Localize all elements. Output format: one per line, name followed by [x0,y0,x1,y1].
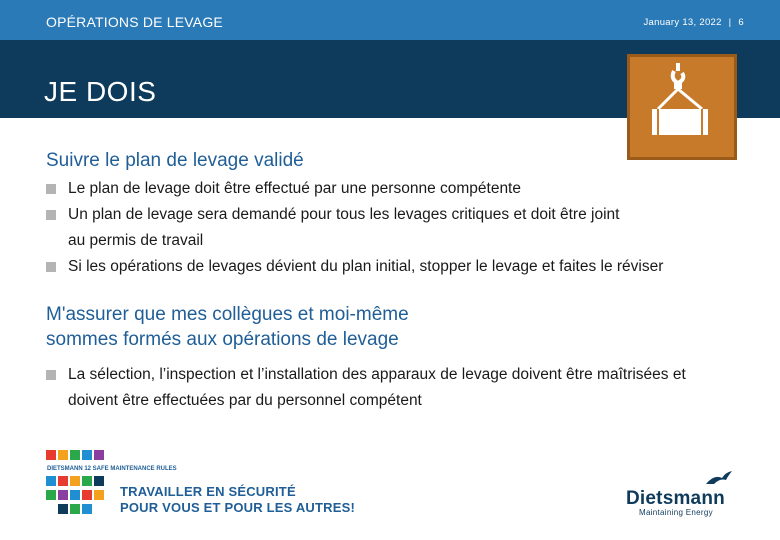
badge-text: DIETSMANN 12 SAFE MAINTENANCE RULES [47,466,177,472]
tagline-line1: TRAVAILLER EN SÉCURITÉ [120,484,296,499]
bullet-square-icon [46,262,56,272]
crane-hook-load-icon [627,54,737,160]
section-2-heading-line2: sommes formés aux opérations de levage [46,329,399,350]
slide-date: January 13, 2022 [643,17,722,28]
bullet-square-icon [46,210,56,220]
list-item-text: Un plan de levage sera demandé pour tous les levages critiques et doit être joint au permis de travail [68,206,620,249]
bird-icon [704,470,734,490]
slide-meta [644,17,745,28]
section-2-heading [46,302,409,352]
top-bar [0,0,780,40]
footer-tagline [120,484,355,516]
meta-separator: | [728,17,732,28]
bullet-square-icon [46,370,56,380]
list-item [46,176,766,202]
logo-wordmark: Dietsmann [626,488,725,509]
list-item-text: Si les opérations de levages dévient du plan initial, stopper le levage et faites le réviser [68,258,664,275]
company-logo [626,470,736,520]
logo-subtitle: Maintaining Energy [639,508,713,517]
list-item [46,254,766,280]
page-number: 6 [738,17,744,28]
page-title: JE DOIS [44,76,157,107]
section-2-list [46,362,686,414]
section-2-heading-line1: M'assurer que mes collègues et moi-même [46,304,409,325]
list-item-text: La sélection, l’inspection et l’installation des apparaux de levage doivent être maîtrisées et doivent être effectuées par du personnel compétent [68,366,686,409]
list-item [46,202,628,254]
list-item [46,362,686,414]
list-item-text: Le plan de levage doit être effectué par une personne compétente [68,180,521,197]
section-label: OPÉRATIONS DE LEVAGE [46,14,223,30]
section-1-list [46,176,766,280]
safety-rules-badge-icon [44,446,177,518]
section-1-heading: Suivre le plan de levage validé [46,150,304,171]
bullet-square-icon [46,184,56,194]
tagline-line2: POUR VOUS ET POUR LES AUTRES! [120,500,356,515]
